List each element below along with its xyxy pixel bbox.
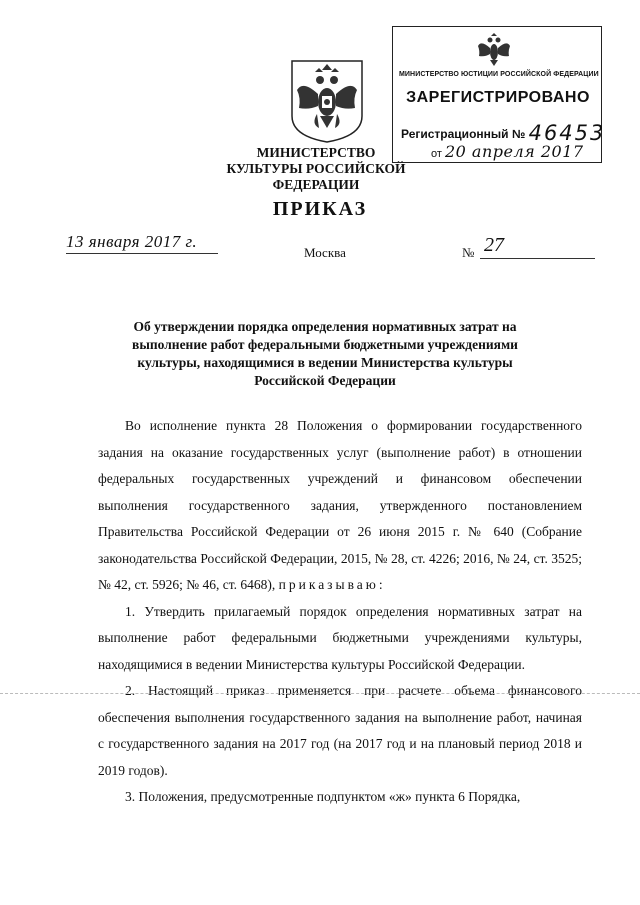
stamp-date-handwritten: 20 апреля 2017 [444, 142, 584, 161]
coat-of-arms-icon [289, 58, 365, 144]
stamp-reg-label: Регистрационный № [401, 127, 526, 141]
order-body [98, 413, 582, 811]
item-1: 1. Утвердить прилагаемый порядок определения нормативных затрат на выполнение работ федеральными бюджетными учреждениями культуры, находящимися в ведении Министерства культуры Российской Федерации. [98, 603, 582, 672]
stamp-coat-of-arms-icon [475, 32, 513, 68]
preamble-paragraph [98, 413, 582, 599]
stamp-status: ЗАРЕГИСТРИРОВАНО [406, 89, 590, 106]
ministry-header: МИНИСТЕРСТВО КУЛЬТУРЫ РОССИЙСКОЙ ФЕДЕРАЦИИ [226, 145, 406, 192]
stamp-reg-number: 46453 [528, 121, 606, 145]
document-title: ПРИКАЗ [272, 198, 368, 220]
item-2: 2. Настоящий приказ применяется при расчете объема финансового обеспечения выполнения государственного задания на выполнение работ, начиная с государственного задания на 2017 год (на 2017 год и на плановый период 2018 и 2019 годов). [98, 683, 582, 778]
order-date: 13 января 2017 г. [66, 232, 218, 254]
preamble-text: Во исполнение пункта 28 Положения о формировании государственного задания на оказание государственных услуг (выполнение работ) в отношении федеральных государственных учреждений и финансовом обеспечении выполнения государственного задания, утвержденного постановлением Правительства Российской Федерации от 26 июня 2015 г. № 640 (Собрание законодательства Российской Федерации, 2015, № 28, ст. 4226; 2016, № 24, ст. 3525; № 42, ст. 5926; № 46, ст. 6468), [98, 418, 582, 592]
item-3: 3. Положения, предусмотренные подпунктом «ж» пункта 6 Порядка, [125, 789, 521, 804]
order-word: приказываю: [278, 577, 386, 592]
registration-stamp [392, 26, 606, 163]
stamp-ministry: МИНИСТЕРСТВО ЮСТИЦИИ РОССИЙСКОЙ ФЕДЕРАЦИИ [399, 71, 599, 78]
stamp-registration-number [401, 119, 605, 143]
scan-artifact-line [0, 693, 640, 694]
order-number: 27 [484, 234, 504, 256]
order-number-label: № [462, 245, 475, 260]
stamp-date-prefix: от [431, 148, 442, 160]
order-city: Москва [304, 245, 346, 260]
stamp-registration-date [431, 142, 584, 161]
order-subject: Об утверждении порядка определения нормативных затрат на выполнение работ федеральными бюджетными учреждениями культуры, находящимися в ведении Министерства культуры Российской Федерации [132, 319, 518, 388]
